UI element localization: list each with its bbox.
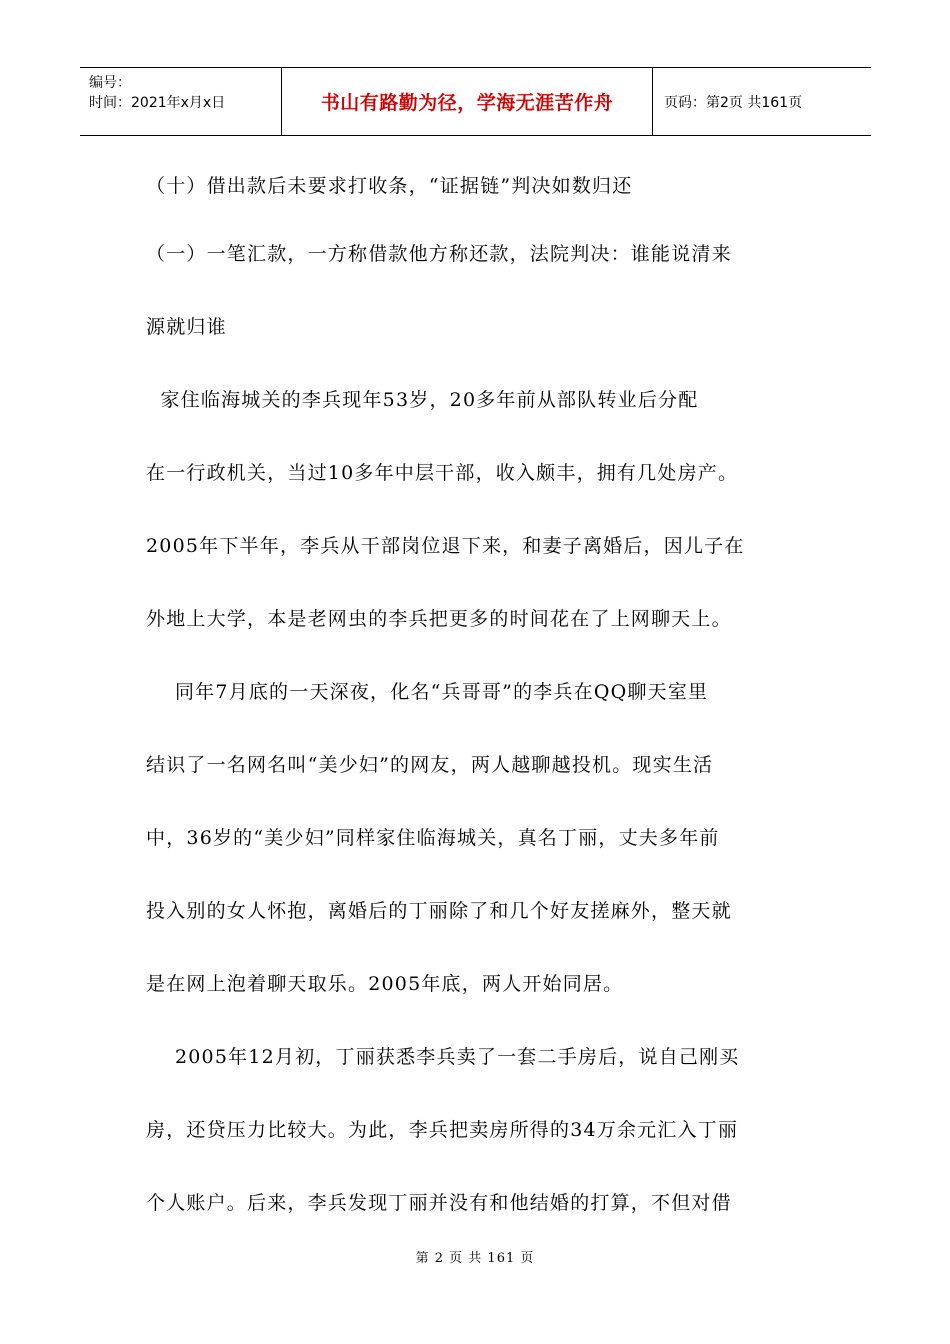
- page-header: [80, 67, 871, 136]
- body-line: 房，还贷压力比较大。为此，李兵把卖房所得的34万余元汇入丁丽: [146, 1119, 739, 1141]
- body-line: 2005年12月初，丁丽获悉李兵卖了一套二手房后，说自己刚买: [146, 1046, 740, 1068]
- header-motto: 书山有路勤为径，学海无涯苦作舟: [320, 92, 614, 114]
- body-line: 投入别的女人怀抱，离婚后的丁丽除了和几个好友搓麻外，整天就: [146, 900, 732, 922]
- subsection-heading-continued: 源就归谁: [146, 316, 227, 338]
- header-motto-cell: [282, 68, 653, 135]
- document-time-label: 时间：2021年x月x日: [89, 95, 226, 111]
- body-line: 家住临海城关的李兵现年53岁，20多年前从部队转业后分配: [146, 389, 699, 411]
- header-page-code: 页码：第2页 共161页: [664, 94, 803, 111]
- header-meta-cell: [80, 68, 282, 135]
- body-line: 个人账户。后来，李兵发现丁丽并没有和他结婚的打算，不但对借: [146, 1192, 732, 1214]
- body-line: 是在网上泡着聊天取乐。2005年底，两人开始同居。: [146, 973, 624, 995]
- body-line: 中，36岁的“美少妇”同样家住临海城关，真名丁丽，丈夫多年前: [146, 827, 720, 849]
- subsection-heading: （一）一笔汇款，一方称借款他方称还款，法院判决：谁能说清来: [146, 243, 732, 265]
- page-footer: [0, 1247, 950, 1266]
- header-page-cell: [653, 68, 871, 135]
- body-line: 同年7月底的一天深夜，化名“兵哥哥”的李兵在QQ聊天室里: [146, 681, 709, 703]
- body-line: 结识了一名网名叫“美少妇”的网友，两人越聊越投机。现实生活: [146, 754, 714, 776]
- section-heading: （十）借出款后未要求打收条，“证据链”判决如数归还: [146, 175, 633, 197]
- footer-page-number: 第 2 页 共 161 页: [415, 1251, 535, 1266]
- body-line: 外地上大学，本是老网虫的李兵把更多的时间花在了上网聊天上。: [146, 608, 732, 630]
- document-number-label: 编号：: [89, 75, 131, 91]
- document-body: [146, 152, 806, 1242]
- body-line: 2005年下半年，李兵从干部岗位退下来，和妻子离婚后，因儿子在: [146, 535, 745, 557]
- body-line: 在一行政机关，当过10多年中层干部，收入颇丰，拥有几处房产。: [146, 462, 739, 484]
